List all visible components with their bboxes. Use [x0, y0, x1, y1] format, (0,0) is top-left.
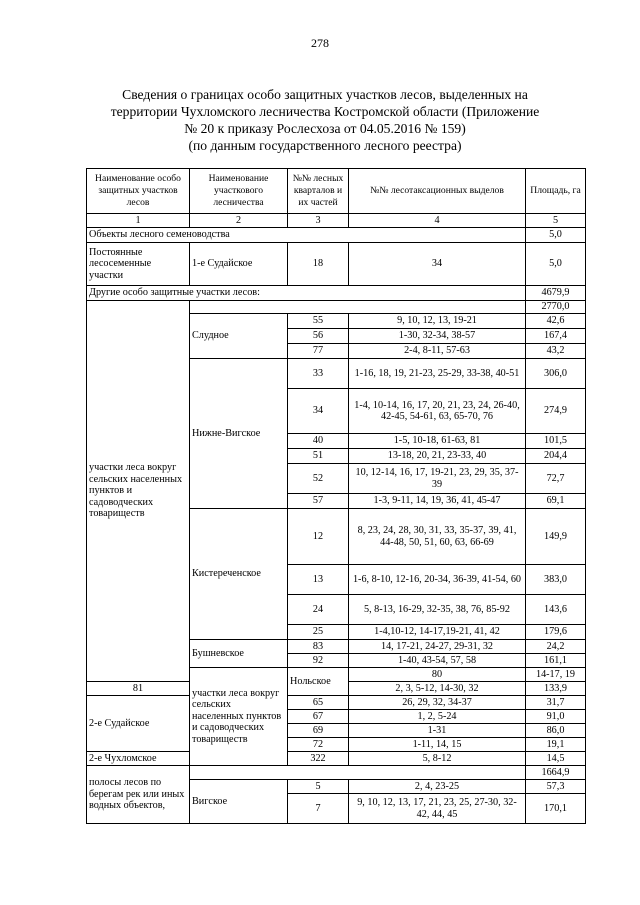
area-cell: 5,0	[526, 243, 586, 286]
area-cell: 31,7	[526, 696, 586, 710]
area-cell: 143,6	[526, 595, 586, 625]
table-row	[87, 752, 586, 766]
area-cell: 306,0	[526, 359, 586, 389]
plots-cell: 34	[349, 243, 526, 286]
plots-cell: 26, 29, 32, 34-37	[349, 696, 526, 710]
plots-cell: 10, 12-14, 16, 17, 19-21, 23, 29, 35, 37-39	[349, 464, 526, 494]
plots-cell: 2, 3, 5-12, 14-30, 32	[349, 682, 526, 696]
area-cell: 1664,9	[526, 766, 586, 780]
col-number: 2	[190, 214, 288, 228]
area-cell: 72,7	[526, 464, 586, 494]
area-cell: 161,1	[526, 654, 586, 668]
area-cell: 42,6	[526, 314, 586, 329]
quarter-cell: 52	[288, 464, 349, 494]
quarter-cell: 80	[349, 668, 526, 682]
area-cell: 57,3	[526, 780, 586, 794]
document-title	[70, 86, 580, 154]
title-line: Сведения о границах особо защитных участков лесов, выделенных на	[122, 87, 528, 102]
forestry-name: 2-е Чухломское	[87, 752, 190, 766]
plots-cell: 8, 23, 24, 28, 30, 31, 33, 35-37, 39, 41, 44-48, 50, 51, 60, 63, 66-69	[349, 509, 526, 565]
quarter-cell: 13	[288, 565, 349, 595]
area-cell: 179,6	[526, 625, 586, 640]
area-cell: 5,0	[526, 228, 586, 243]
col-number: 1	[87, 214, 190, 228]
page-number: 278	[311, 36, 329, 50]
quarter-cell: 92	[288, 654, 349, 668]
table-row	[87, 243, 586, 286]
quarter-cell: 33	[288, 359, 349, 389]
plots-cell: 1, 2, 5-24	[349, 710, 526, 724]
quarter-cell: 18	[288, 243, 349, 286]
plots-cell: 1-31	[349, 724, 526, 738]
title-line: территории Чухломского лесничества Костромской области (Приложение	[110, 104, 540, 119]
plot-type-name: участки леса вокруг сельских населенных пунктов и садоводческих товариществ	[87, 301, 190, 682]
area-cell: 69,1	[526, 494, 586, 509]
quarter-cell: 322	[288, 752, 349, 766]
table-row	[87, 696, 586, 710]
plot-type-name: полосы лесов по берегам рек или иных водных объектов,	[87, 766, 190, 824]
area-cell: 383,0	[526, 565, 586, 595]
table-row	[87, 286, 586, 301]
empty-cell	[190, 766, 526, 780]
area-cell: 24,2	[526, 640, 586, 654]
plots-cell: 1-3, 9-11, 14, 19, 36, 41, 45-47	[349, 494, 526, 509]
col-number: 3	[288, 214, 349, 228]
plots-cell: 14-17, 19	[526, 668, 586, 682]
area-cell: 91,0	[526, 710, 586, 724]
quarter-cell: 55	[288, 314, 349, 329]
forestry-name: Слудное	[190, 314, 288, 359]
area-cell: 43,2	[526, 344, 586, 359]
header-plots: №№ лесотаксационных выделов	[349, 169, 526, 214]
section-label: Объекты лесного семеноводства	[87, 228, 526, 243]
plots-cell: 13-18, 20, 21, 23-33, 40	[349, 449, 526, 464]
quarter-cell: 25	[288, 625, 349, 640]
area-cell: 4679,9	[526, 286, 586, 301]
forestry-name: Нижне-Вигское	[190, 359, 288, 509]
table-row	[87, 228, 586, 243]
plots-cell: 1-4,10-12, 14-17,19-21, 41, 42	[349, 625, 526, 640]
area-cell: 86,0	[526, 724, 586, 738]
forestry-name: Нольское	[288, 668, 349, 696]
plots-cell: 1-6, 8-10, 12-16, 20-34, 36-39, 41-54, 60	[349, 565, 526, 595]
table-row	[87, 766, 586, 780]
area-cell: 2770,0	[526, 301, 586, 314]
column-number-row	[87, 214, 586, 228]
quarter-cell: 81	[87, 682, 190, 696]
area-cell: 14,5	[526, 752, 586, 766]
plots-cell: 5, 8-13, 16-29, 32-35, 38, 76, 85-92	[349, 595, 526, 625]
quarter-cell: 5	[288, 780, 349, 794]
area-cell: 167,4	[526, 329, 586, 344]
quarter-cell: 56	[288, 329, 349, 344]
quarter-cell: 65	[288, 696, 349, 710]
quarter-cell: 67	[288, 710, 349, 724]
quarter-cell: 83	[288, 640, 349, 654]
plot-type-name: участки леса вокруг сельских населенных пунктов и садоводческих товариществ	[190, 668, 288, 766]
area-cell: 274,9	[526, 389, 586, 434]
plot-type-name: Постоянные лесосеменные участки	[87, 243, 190, 286]
area-cell: 149,9	[526, 509, 586, 565]
plots-cell: 1-4, 10-14, 16, 17, 20, 21, 23, 24, 26-40, 42-45, 54-61, 63, 65-70, 76	[349, 389, 526, 434]
quarter-cell: 7	[288, 794, 349, 824]
quarter-cell: 12	[288, 509, 349, 565]
forestry-name: Бушневское	[190, 640, 288, 668]
forest-plots-table	[86, 168, 586, 824]
header-area: Площадь, га	[526, 169, 586, 214]
quarter-cell: 57	[288, 494, 349, 509]
plots-cell: 1-30, 32-34, 38-57	[349, 329, 526, 344]
plots-cell: 2-4, 8-11, 57-63	[349, 344, 526, 359]
area-cell: 19,1	[526, 738, 586, 752]
plots-cell: 1-16, 18, 19, 21-23, 25-29, 33-38, 40-51	[349, 359, 526, 389]
quarter-cell: 34	[288, 389, 349, 434]
col-number: 4	[349, 214, 526, 228]
area-cell: 204,4	[526, 449, 586, 464]
title-line: № 20 к приказу Рослесхоза от 04.05.2016 № 159)	[184, 121, 466, 136]
quarter-cell: 24	[288, 595, 349, 625]
quarter-cell: 72	[288, 738, 349, 752]
forestry-name: Вигское	[190, 780, 288, 824]
forestry-name: 2-е Судайское	[87, 696, 190, 752]
forestry-name: 1-е Судайское	[190, 243, 288, 286]
header-quarters: №№ лесных кварталов и их частей	[288, 169, 349, 214]
title-line: (по данным государственного лесного реестра)	[188, 138, 462, 153]
header-forestry: Наименование участкового лесничества	[190, 169, 288, 214]
area-cell: 170,1	[526, 794, 586, 824]
plots-cell: 1-40, 43-54, 57, 58	[349, 654, 526, 668]
empty-cell	[190, 301, 526, 314]
quarter-cell: 69	[288, 724, 349, 738]
plots-cell: 1-11, 14, 15	[349, 738, 526, 752]
quarter-cell: 77	[288, 344, 349, 359]
header-name: Наименование особо защитных участков лесов	[87, 169, 190, 214]
quarter-cell: 51	[288, 449, 349, 464]
plots-cell: 14, 17-21, 24-27, 29-31, 32	[349, 640, 526, 654]
area-cell: 133,9	[526, 682, 586, 696]
section-label: Другие особо защитные участки лесов:	[87, 286, 526, 301]
header-row	[87, 169, 586, 214]
plots-cell: 1-5, 10-18, 61-63, 81	[349, 434, 526, 449]
col-number: 5	[526, 214, 586, 228]
forestry-name: Кистереченское	[190, 509, 288, 640]
quarter-cell: 40	[288, 434, 349, 449]
area-cell: 101,5	[526, 434, 586, 449]
plots-cell: 5, 8-12	[349, 752, 526, 766]
table-row	[87, 301, 586, 314]
plots-cell: 9, 10, 12, 13, 19-21	[349, 314, 526, 329]
plots-cell: 9, 10, 12, 13, 17, 21, 23, 25, 27-30, 32-42, 44, 45	[349, 794, 526, 824]
plots-cell: 2, 4, 23-25	[349, 780, 526, 794]
